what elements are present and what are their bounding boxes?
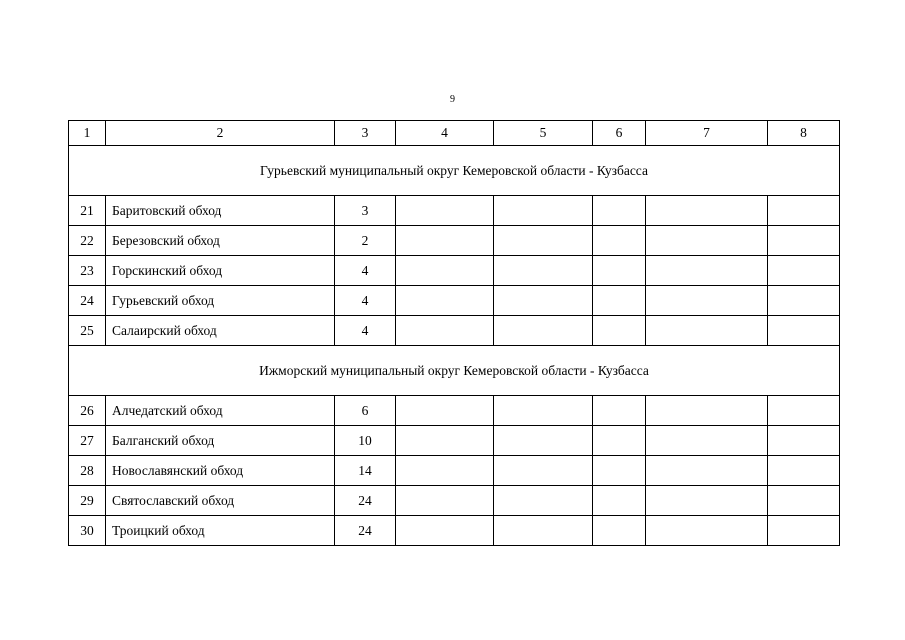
empty-cell bbox=[593, 426, 646, 456]
empty-cell bbox=[646, 226, 768, 256]
empty-cell bbox=[396, 196, 494, 226]
empty-cell bbox=[494, 516, 593, 546]
empty-cell bbox=[768, 516, 840, 546]
data-table bbox=[68, 120, 840, 546]
empty-cell bbox=[396, 256, 494, 286]
empty-cell bbox=[768, 226, 840, 256]
empty-cell bbox=[768, 486, 840, 516]
empty-cell bbox=[768, 316, 840, 346]
row-name: Троицкий обход bbox=[106, 516, 335, 546]
row-name: Березовский обход bbox=[106, 226, 335, 256]
empty-cell bbox=[396, 226, 494, 256]
column-header: 4 bbox=[396, 121, 494, 146]
empty-cell bbox=[768, 456, 840, 486]
section-title: Ижморский муниципальный округ Кемеровской области - Кузбасса bbox=[69, 346, 840, 396]
empty-cell bbox=[768, 426, 840, 456]
row-value: 4 bbox=[335, 256, 396, 286]
empty-cell bbox=[646, 256, 768, 286]
row-value: 10 bbox=[335, 426, 396, 456]
row-number: 22 bbox=[69, 226, 106, 256]
row-value: 2 bbox=[335, 226, 396, 256]
section-title: Гурьевский муниципальный округ Кемеровской области - Кузбасса bbox=[69, 146, 840, 196]
empty-cell bbox=[768, 396, 840, 426]
table-row bbox=[69, 456, 840, 486]
table-row bbox=[69, 256, 840, 286]
row-number: 29 bbox=[69, 486, 106, 516]
empty-cell bbox=[768, 256, 840, 286]
row-name: Баритовский обход bbox=[106, 196, 335, 226]
empty-cell bbox=[593, 456, 646, 486]
row-value: 4 bbox=[335, 286, 396, 316]
row-name: Святославский обход bbox=[106, 486, 335, 516]
column-header: 5 bbox=[494, 121, 593, 146]
column-header: 8 bbox=[768, 121, 840, 146]
empty-cell bbox=[593, 396, 646, 426]
table-row bbox=[69, 426, 840, 456]
empty-cell bbox=[646, 486, 768, 516]
table-row bbox=[69, 486, 840, 516]
row-value: 3 bbox=[335, 196, 396, 226]
empty-cell bbox=[646, 286, 768, 316]
empty-cell bbox=[396, 456, 494, 486]
empty-cell bbox=[494, 426, 593, 456]
table-row bbox=[69, 396, 840, 426]
empty-cell bbox=[396, 316, 494, 346]
row-number: 30 bbox=[69, 516, 106, 546]
column-header: 6 bbox=[593, 121, 646, 146]
empty-cell bbox=[646, 196, 768, 226]
section-row bbox=[69, 346, 840, 396]
empty-cell bbox=[494, 196, 593, 226]
column-header: 3 bbox=[335, 121, 396, 146]
column-header: 7 bbox=[646, 121, 768, 146]
empty-cell bbox=[593, 316, 646, 346]
table-row bbox=[69, 196, 840, 226]
row-number: 25 bbox=[69, 316, 106, 346]
row-value: 4 bbox=[335, 316, 396, 346]
empty-cell bbox=[494, 256, 593, 286]
empty-cell bbox=[646, 456, 768, 486]
row-name: Салаирский обход bbox=[106, 316, 335, 346]
column-header: 1 bbox=[69, 121, 106, 146]
column-header-row bbox=[69, 121, 840, 146]
empty-cell bbox=[646, 426, 768, 456]
row-value: 24 bbox=[335, 516, 396, 546]
column-header: 2 bbox=[106, 121, 335, 146]
row-value: 24 bbox=[335, 486, 396, 516]
page-number: 9 bbox=[450, 94, 455, 105]
row-number: 23 bbox=[69, 256, 106, 286]
table-row bbox=[69, 516, 840, 546]
row-number: 27 bbox=[69, 426, 106, 456]
empty-cell bbox=[768, 286, 840, 316]
empty-cell bbox=[396, 486, 494, 516]
row-name: Алчедатский обход bbox=[106, 396, 335, 426]
empty-cell bbox=[593, 256, 646, 286]
empty-cell bbox=[593, 196, 646, 226]
row-name: Балганский обход bbox=[106, 426, 335, 456]
empty-cell bbox=[494, 316, 593, 346]
empty-cell bbox=[396, 426, 494, 456]
empty-cell bbox=[396, 286, 494, 316]
row-name: Новославянский обход bbox=[106, 456, 335, 486]
section-row bbox=[69, 146, 840, 196]
empty-cell bbox=[593, 286, 646, 316]
empty-cell bbox=[494, 456, 593, 486]
row-number: 24 bbox=[69, 286, 106, 316]
row-name: Гурьевский обход bbox=[106, 286, 335, 316]
empty-cell bbox=[396, 516, 494, 546]
empty-cell bbox=[494, 486, 593, 516]
empty-cell bbox=[646, 316, 768, 346]
row-number: 28 bbox=[69, 456, 106, 486]
table-row bbox=[69, 226, 840, 256]
empty-cell bbox=[646, 516, 768, 546]
empty-cell bbox=[494, 286, 593, 316]
row-value: 6 bbox=[335, 396, 396, 426]
empty-cell bbox=[593, 226, 646, 256]
empty-cell bbox=[396, 396, 494, 426]
empty-cell bbox=[593, 516, 646, 546]
row-name: Горскинский обход bbox=[106, 256, 335, 286]
empty-cell bbox=[593, 486, 646, 516]
table-row bbox=[69, 286, 840, 316]
empty-cell bbox=[494, 396, 593, 426]
row-value: 14 bbox=[335, 456, 396, 486]
table-row bbox=[69, 316, 840, 346]
empty-cell bbox=[646, 396, 768, 426]
row-number: 26 bbox=[69, 396, 106, 426]
empty-cell bbox=[768, 196, 840, 226]
row-number: 21 bbox=[69, 196, 106, 226]
empty-cell bbox=[494, 226, 593, 256]
